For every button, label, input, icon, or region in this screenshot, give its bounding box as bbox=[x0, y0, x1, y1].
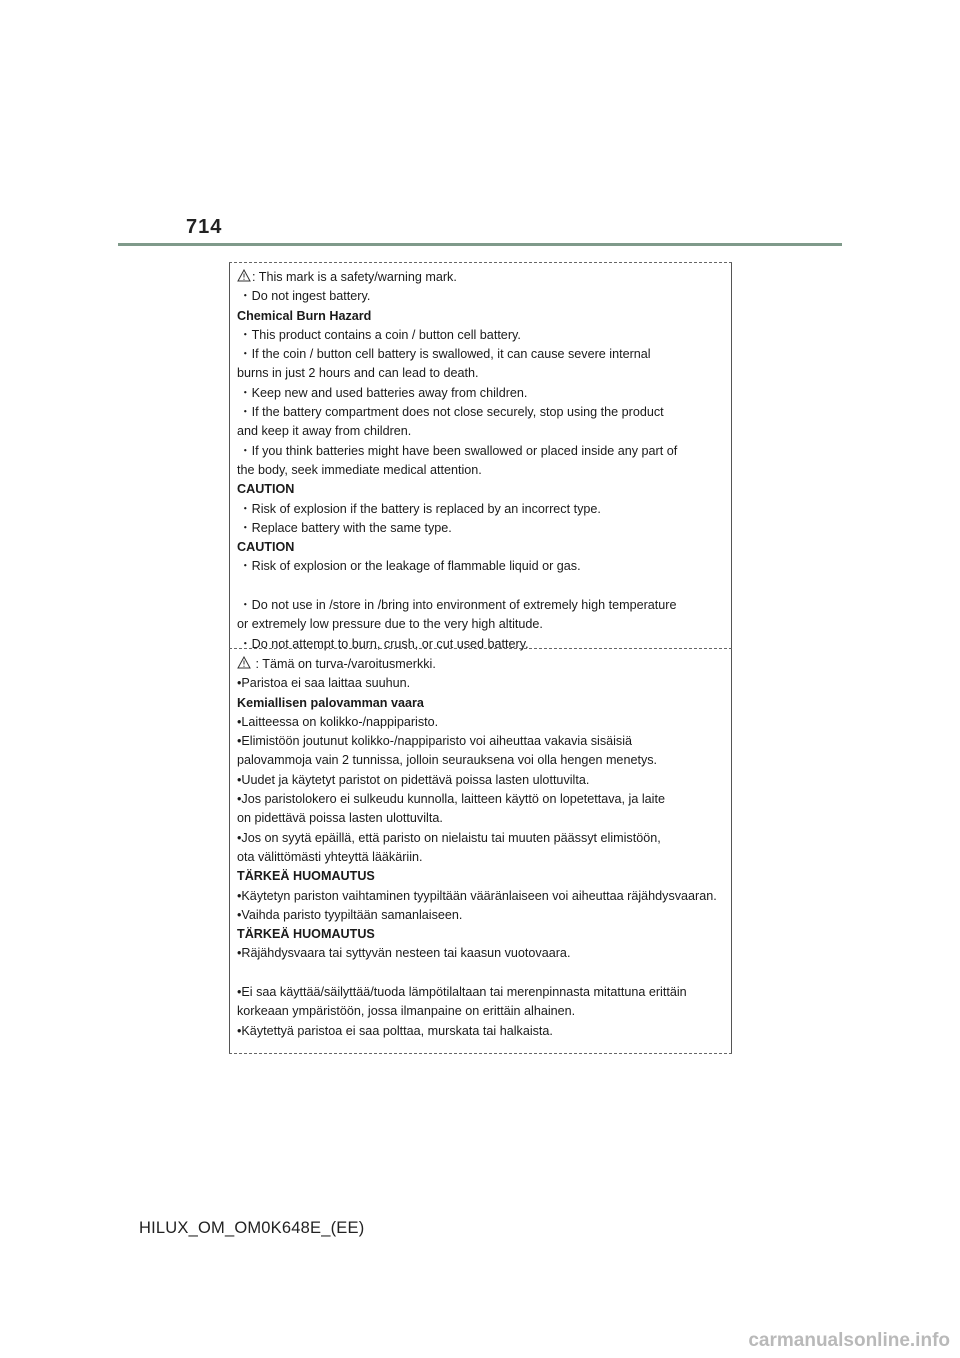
label-line: korkeaan ympäristöön, jossa ilmanpaine on erittäin alhainen. bbox=[237, 1004, 576, 1019]
label-line: or extremely low pressure due to the very high altitude. bbox=[237, 617, 543, 632]
label-line: the body, seek immediate medical attention. bbox=[237, 462, 482, 477]
label-english bbox=[230, 268, 731, 654]
label-line: ・Do not use in /store in /bring into environment of extremely high temperature bbox=[239, 598, 677, 613]
label-heading: CAUTION bbox=[237, 540, 295, 555]
label-finnish bbox=[230, 655, 731, 1041]
label-line: and keep it away from children. bbox=[237, 424, 412, 439]
label-line: •Vaihda paristo tyypiltään samanlaiseen. bbox=[237, 907, 463, 922]
label-heading: Kemiallisen palovamman vaara bbox=[237, 695, 424, 710]
document-footer-code: HILUX_OM_OM0K648E_(EE) bbox=[139, 1219, 365, 1237]
section-divider bbox=[229, 648, 732, 649]
label-heading: TÄRKEÄ HUOMAUTUS bbox=[237, 869, 375, 884]
label-line: ・Risk of explosion if the battery is replaced by an incorrect type. bbox=[239, 501, 601, 516]
warning-mark-text: : Tämä on turva-/varoitusmerkki. bbox=[252, 657, 436, 671]
label-line: •Paristoa ei saa laittaa suuhun. bbox=[237, 676, 411, 691]
label-spacer bbox=[237, 964, 725, 983]
warning-mark-line bbox=[237, 268, 725, 287]
label-line: burns in just 2 hours and can lead to death. bbox=[237, 366, 479, 381]
site-watermark: carmanualsonline.info bbox=[748, 1330, 950, 1351]
label-line: on pidettävä poissa lasten ulottuvilta. bbox=[237, 811, 443, 826]
label-line: ・If you think batteries might have been swallowed or placed inside any part of bbox=[239, 443, 678, 458]
warning-mark-line bbox=[237, 655, 725, 674]
label-line: ・Do not ingest battery. bbox=[239, 289, 371, 304]
label-line: •Laitteessa on kolikko-/nappiparisto. bbox=[237, 714, 439, 729]
warning-triangle-icon bbox=[237, 269, 251, 282]
label-line: ・Replace battery with the same type. bbox=[239, 520, 452, 535]
header-rule bbox=[118, 243, 842, 246]
label-spacer bbox=[237, 577, 725, 596]
label-line: •Elimistöön joutunut kolikko-/nappiparisto voi aiheuttaa vakavia sisäisiä bbox=[237, 734, 633, 749]
label-line: ・Do not attempt to burn, crush, or cut used battery. bbox=[239, 636, 529, 651]
label-line: •Jos on syytä epäillä, että paristo on nielaistu tai muuten päässyt elimistöön, bbox=[237, 830, 661, 845]
label-line: •Käytetyn pariston vaihtaminen tyypiltään vääränlaiseen voi aiheuttaa räjähdysvaaran. bbox=[237, 888, 717, 903]
label-line: ・If the battery compartment does not close securely, stop using the product bbox=[239, 405, 664, 420]
warning-mark-text: : This mark is a safety/warning mark. bbox=[252, 270, 457, 284]
label-line: •Jos paristolokero ei sulkeudu kunnolla, laitteen käyttö on lopetettava, ja laite bbox=[237, 792, 665, 807]
label-line: ota välittömästi yhteyttä lääkäriin. bbox=[237, 849, 423, 864]
label-heading: Chemical Burn Hazard bbox=[237, 308, 372, 323]
label-line: •Ei saa käyttää/säilyttää/tuoda lämpötilaltaan tai merenpinnasta mitattuna erittäin bbox=[237, 985, 687, 1000]
label-heading: TÄRKEÄ HUOMAUTUS bbox=[237, 927, 375, 942]
label-line: •Käytettyä paristoa ei saa polttaa, murskata tai halkaista. bbox=[237, 1023, 553, 1038]
label-line: ・This product contains a coin / button cell battery. bbox=[239, 327, 521, 342]
label-line: palovammoja vain 2 tunnissa, jolloin seurauksena voi olla hengen menetys. bbox=[237, 753, 658, 768]
page-number: 714 bbox=[186, 216, 223, 238]
battery-warning-label bbox=[229, 262, 732, 1054]
label-line: ・If the coin / button cell battery is swallowed, it can cause severe internal bbox=[239, 347, 651, 362]
label-line: •Räjähdysvaara tai syttyvän nesteen tai kaasun vuotovaara. bbox=[237, 946, 571, 961]
label-heading: CAUTION bbox=[237, 482, 295, 497]
label-line: ・Risk of explosion or the leakage of flammable liquid or gas. bbox=[239, 559, 581, 574]
label-line: •Uudet ja käytetyt paristot on pidettävä poissa lasten ulottuvilta. bbox=[237, 772, 590, 787]
warning-triangle-icon bbox=[237, 656, 251, 669]
label-line: ・Keep new and used batteries away from children. bbox=[239, 385, 528, 400]
